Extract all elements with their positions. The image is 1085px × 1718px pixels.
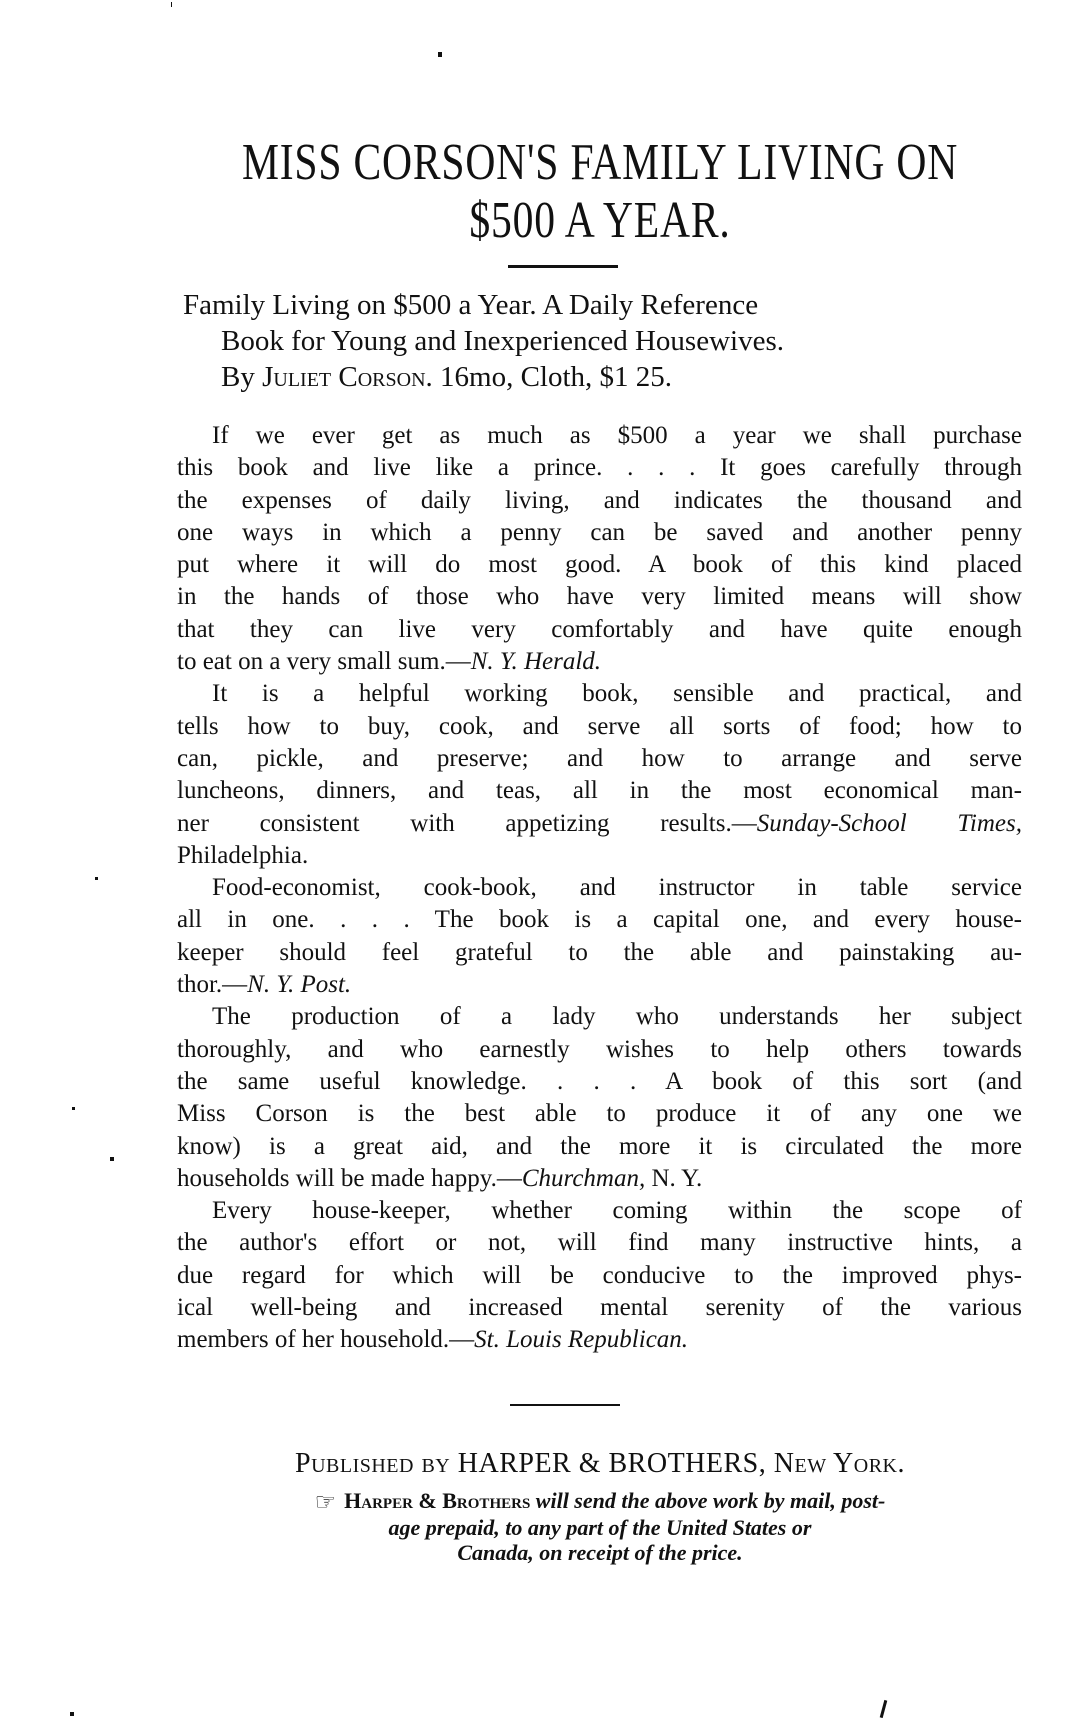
review-line: [177, 808, 1022, 840]
scan-speck: [95, 877, 98, 880]
mail-note-text-line2: age prepaid, to any part of the United States or: [388, 1515, 812, 1540]
review-line: [177, 969, 1022, 1001]
mail-note-text-line3: Canada, on receipt of the price.: [457, 1540, 743, 1565]
review-line: the expenses of daily living, and indicates the thousand and: [177, 486, 1022, 514]
book-entry-line3: [183, 359, 1023, 395]
review-line: luncheons, dinners, and teas, all in the most economical man-: [177, 777, 1022, 805]
review-line: The production of a lady who understands her subject: [212, 1003, 1022, 1031]
mail-note-publisher: Harper & Brothers: [344, 1488, 531, 1513]
review-ny-herald: [177, 420, 1022, 678]
review-sunday-school-times: [177, 678, 1022, 872]
review-source: N. Y. Post.: [247, 971, 352, 999]
review-line: tells how to buy, cook, and serve all sorts of food; how to: [177, 712, 1022, 740]
review-text: households will be made happy.—: [177, 1164, 522, 1192]
review-line: [177, 1163, 1022, 1195]
review-line: due regard for which will be conducive to the improved phys-: [177, 1261, 1022, 1289]
review-source: Sunday-School Times,: [756, 809, 1022, 837]
review-line: keeper should feel grateful to the able and painstaking au-: [177, 938, 1022, 966]
book-entry: [183, 287, 1023, 395]
review-line: Philadelphia.: [177, 841, 309, 869]
publisher-name: HARPER & BROTHERS,: [457, 1448, 767, 1479]
review-source: St. Louis Republican.: [474, 1326, 689, 1354]
scan-speck: [72, 1107, 75, 1110]
published-by-label: Published by: [295, 1448, 458, 1479]
pointing-hand-icon: ☞: [314, 1488, 337, 1516]
scan-speck: [438, 52, 442, 57]
review-line: put where it will do most good. A book of this kind placed: [177, 551, 1022, 579]
scan-speck: [70, 1712, 74, 1716]
review-line: If we ever get as much as $500 a year we shall purchase: [212, 422, 1022, 449]
title-divider: [508, 265, 618, 268]
book-entry-line2: Book for Young and Inexperienced Housewives.: [221, 325, 784, 357]
mail-note-text-line1: will send the above work by mail, post-: [530, 1488, 886, 1513]
review-line: thoroughly, and who earnestly wishes to help others towards: [177, 1035, 1022, 1063]
publisher-line: [150, 1448, 1050, 1480]
publisher-city: New York.: [766, 1448, 905, 1479]
review-line: the same useful knowledge. . . . A book of this sort (and: [177, 1067, 1022, 1095]
review-line: in the hands of those who have very limited means will show: [177, 583, 1022, 611]
review-line: one ways in which a penny can be saved and another penny: [177, 518, 1022, 546]
review-line: [177, 646, 1022, 678]
review-text: to eat on a very small sum.—: [177, 648, 471, 676]
scan-speck: [171, 2, 172, 7]
review-line: Every house-keeper, whether coming within the scope of: [212, 1197, 1022, 1225]
scan-speck: [110, 1157, 114, 1161]
section-divider: [510, 1404, 620, 1406]
book-entry-line1: Family Living on $500 a Year. A Daily Reference: [183, 289, 759, 321]
review-line: It is a helpful working book, sensible and practical, and: [212, 680, 1022, 708]
review-line: [177, 1324, 1022, 1356]
review-line: ical well-being and increased mental serenity of the various: [177, 1294, 1022, 1322]
review-line: that they can live very comfortably and have quite enough: [177, 615, 1022, 643]
review-source-location: N. Y.: [645, 1164, 703, 1192]
mail-order-note: [180, 1488, 1020, 1565]
review-ny-post: [177, 872, 1022, 1001]
page-title-line1: MISS CORSON'S FAMILY LIVING ON: [241, 134, 959, 191]
reviews-section: [177, 420, 1022, 1357]
review-text: members of her household.—: [177, 1326, 475, 1354]
review-source: Churchman,: [521, 1164, 646, 1192]
by-label: By: [221, 361, 263, 393]
review-line: all in one. . . . The book is a capital one, and every house-: [177, 906, 1022, 934]
review-text: thor.—: [177, 971, 248, 999]
author-name: Juliet Corson: [262, 361, 426, 393]
review-text: ner consistent with appetizing results.—: [177, 809, 757, 837]
format-price: . 16mo, Cloth, $1 25.: [425, 361, 673, 393]
review-line: the author's effort or not, will find many instructive hints, a: [177, 1229, 1022, 1257]
review-source: N. Y. Herald.: [470, 648, 602, 676]
scan-speck: [880, 1700, 888, 1718]
review-line: Miss Corson is the best able to produce it of any one we: [177, 1100, 1022, 1128]
review-line: can, pickle, and preserve; and how to arrange and serve: [177, 744, 1022, 772]
page-title-line2: $500 A YEAR.: [469, 192, 731, 249]
review-st-louis-republican: [177, 1195, 1022, 1356]
review-line: Food-economist, cook-book, and instructor in table service: [212, 874, 1022, 902]
review-line: know) is a great aid, and the more it is circulated the more: [177, 1132, 1022, 1160]
review-line: this book and live like a prince. . . . It goes carefully through: [177, 454, 1022, 482]
review-churchman: [177, 1001, 1022, 1195]
